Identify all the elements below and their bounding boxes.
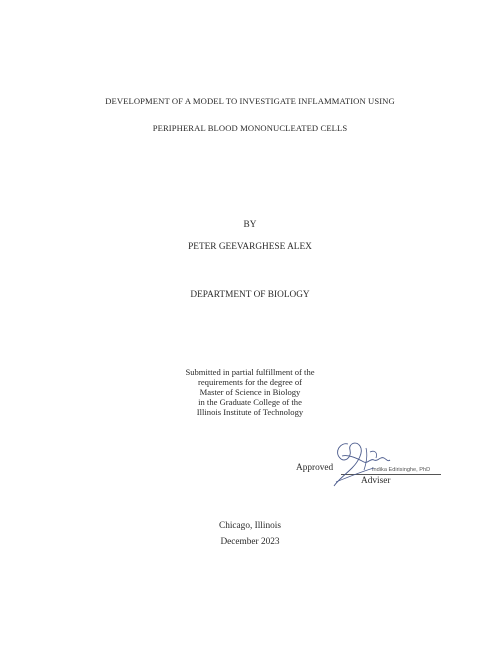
by-label: BY: [243, 220, 257, 230]
submission-date: December 2023: [220, 537, 280, 547]
thesis-title-line-2: PERIPHERAL BLOOD MONONUCLEATED CELLS: [152, 123, 348, 133]
submission-line: Master of Science in Biology: [199, 387, 301, 397]
location: Chicago, Illinois: [219, 521, 281, 531]
author-name: PETER GEEVARGHESE ALEX: [188, 242, 312, 252]
handwritten-signature: [330, 438, 392, 494]
approval-block: [296, 438, 466, 498]
submission-line: requirements for the degree of: [197, 377, 303, 387]
adviser-label: Adviser: [361, 476, 391, 486]
adviser-printed-name: Indika Edirisinghe, PhD: [372, 467, 431, 473]
submission-line: in the Graduate College of the: [198, 397, 302, 407]
approved-label: Approved: [296, 463, 334, 473]
thesis-title-line-1: DEVELOPMENT OF A MODEL TO INVESTIGATE INFLAMMATION USING: [105, 96, 395, 106]
submission-line: Submitted in partial fulfillment of the: [185, 367, 315, 377]
submission-line: Illinois Institute of Technology: [196, 407, 304, 417]
department-name: DEPARTMENT OF BIOLOGY: [190, 290, 310, 300]
